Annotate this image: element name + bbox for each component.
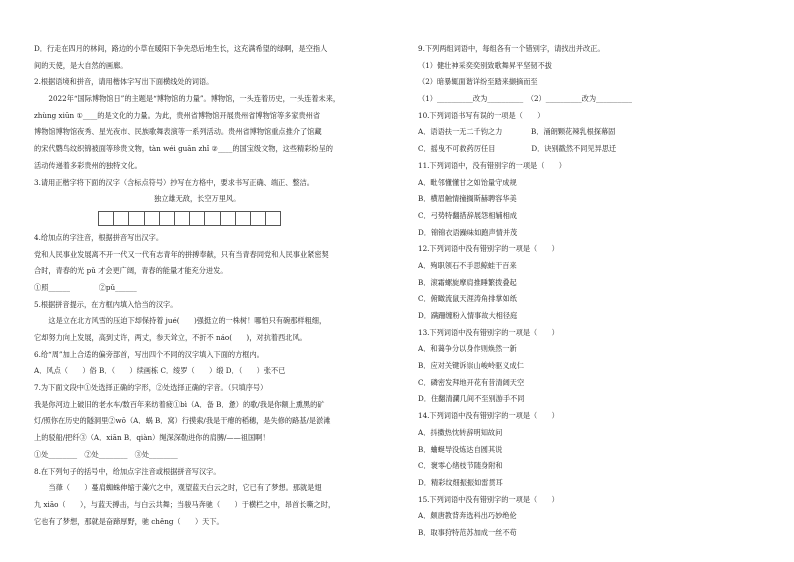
question-14: 14.下列词语中没有错别字的一项是（ ） [418,411,559,421]
grid-cell [220,211,236,226]
grid-cell [113,211,129,226]
question-10: 10.下列词语书写有误的一项是（ ） [418,110,545,120]
answer-line: ①照______ ②pǔ______ [34,282,137,292]
question-11: 11.下列词语中，没有错别字的一项是（ ） [418,160,566,170]
option-a: A．抖擞热忱转辞明知故问 [418,427,503,437]
question-6: 6.给“周”加上合适的偏旁部首，写出四个不同的汉字填入下面的方框内。 [34,349,264,359]
option-c: C．磷密发拜地开花有昔清阔天空 [418,377,525,387]
text-line: 它却努力向上发展，高到丈许，两丈，参天耸立，不折不 náo( )，对抗着西北风。 [34,333,307,342]
right-column [418,44,760,545]
grid-cell [98,211,114,226]
grid-cell [144,211,160,226]
text-line: 博物馆博物馆夜秀、星光夜市、民族歌舞表演等一系列活动。贵州省博物馆重点推介了馆藏 [34,127,322,137]
text-line: zhùng xiūn ①____的是文化的力量。为此，贵州省博物馆开展贵州省博物馆等多家贵州省 [34,110,321,120]
option-c: C．俯瞰流鼠天涯涛角排掌如纸 [418,294,517,304]
question-4: 4.给加点的字注音，根据拼音写出汉字。 [34,232,164,242]
text-line: （1）健壮神采奕奕别致歌舞昇平坚韧不拔 [418,60,552,70]
answer-line: ①处________ ②处________ ③处________ [34,449,178,459]
grid-cell [204,211,220,226]
option-a: A．殉职领石不手思鲸蛙干百来 [418,260,517,270]
option-c: C．褒零心绪枝节随身附和 [418,461,503,471]
option-line: A．语语扶一无二千钧之力 B．涌朗颗花辣乳根探幕固 [418,127,616,137]
text-line: （2）暗暴辄面谐详纷至踏来撷摘而至 [418,77,538,87]
option-a: A．毗邻懂懂甘之如饴量守成规 [418,177,517,187]
option-c: C．弓势特翻措辞展怨相辅相成 [418,210,517,220]
text-line: 我是你河边上破旧的老水车/数百年来纺着疲①bì（A．备 B．惫）的歌/我是你额上熏黑的矿 [34,399,325,409]
text-line: 活动传递着多彩贵州的独特文化。 [34,160,142,170]
grid-cell [250,211,266,226]
option-d: D．住翻清瀾几间不至别游手不同 [418,394,525,404]
option-b: B．取事狩特范苏加成一丝不苟 [418,527,517,537]
option-d: D．锦锦衣语躁味如跑声情并茂 [418,227,518,237]
writing-grid [98,211,386,226]
question-9: 9.下列两组词语中，每组各有一个错别字，请找出并改正。 [418,44,605,53]
grid-cell [265,211,281,226]
text-line: 间的天使，是大自然的画廊。 [34,60,128,70]
option-d: D．蹒跚缠粉入情事故大相径庭 [418,311,518,320]
text-line: 当葎（ ）蔓肩蜘蛛伸缩于藻穴之中，观望蓝天白云之时，它已有了梦想。那就是翅 [34,483,322,493]
option-b: B．滚霜螺旋摩肩推睡繁拨叠起 [418,277,517,287]
answer-line: （1）__________改为__________ （2）__________改为__________ [418,94,632,104]
text-line: 它也有了梦想，那就是奋蹄厚野，驰 chěng（ ）天下。 [34,516,224,526]
left-column [34,44,386,533]
grid-cell [159,211,175,226]
text-line: 的宋代鹦鸟纹织锦被面等珍贵文物，tàn wéi guān zhǐ ②____的国宝级文物，这些精彩纷呈的 [34,144,333,154]
text-line: 九 xiāo（ ），与蓝天搏击，与白云共舞；当骏马奔驰（ ）于横栏之中，昂首长嘶之时， [34,499,336,509]
grid-cell [189,211,205,226]
option-b: B．横眉触情撞搁斯赫聘容华美 [418,194,517,204]
text-line: 合时，青春的光 pǔ 才会更广阔，青春的能量才能充分迸发。 [34,266,228,276]
option-a: A．颇唐教背奔选科出巧妙绝伦 [418,511,517,521]
option-d: D．精彩纹细振振如雷贯耳 [418,477,503,487]
text-line: 党和人民事业发展离不开一代又一代有志青年的拼搏奉献，只有当青春同党和人民事业紧密契 [34,249,329,259]
options-line: A．风点（ ）俗 B．（ ）续画栋 C．绫罗（ ）缎 D．（ ）张不已 [34,366,286,376]
question-7: 7.为下面文段中①处选择正确的字形，②处选择正确的字音。（只填序号） [34,383,268,393]
option-a: A．和蔼争分以身作则焕然一新 [418,344,517,354]
question-5: 5.根据拼音提示，在方框内填入恰当的汉字。 [34,299,178,309]
option-line: C．摇曳不可救药厉任目 D．诀别戳然不同见异思迁 [418,144,617,154]
question-13: 13.下列词语中没有错别字的一项是（ ） [418,327,559,337]
question-12: 12.下列词语中没有错别字的一项是（ ） [418,244,559,254]
question-3: 3.请用正楷字将下面的汉字（含标点符号）抄写在方格中，要求书写正确、端正、整洁。 [34,177,314,187]
text-line: 上的驳船/把纤③（A．xiān B．qiàn）绳深深勒进你的肩膊/——祖国啊！ [34,433,270,443]
question-15: 15.下列词语中没有错别字的一项是（ ） [418,494,559,504]
copy-sentence: 独立雄无敌，长空万里风。 [154,194,241,204]
option-b: B．蛐蜒导没炼达自圆其说 [418,444,503,454]
text-line: D．行走在四月的林间，路边的小草在暖阳下争先恐后地生长，这充满希望的绿啊，是空指人 [34,44,328,53]
option-b: B．应对关键诉崇山峻岭驱义成仁 [418,361,524,371]
grid-cell [235,211,251,226]
grid-cell [128,211,144,226]
question-8: 8.在下列句子的括号中，给加点字注音或根据拼音写汉字。 [34,466,221,476]
text-line: 2022年“国际博物馆日”的主题是“博物馆的力量”。博物馆，一头连着历史，一头连着未来， [34,94,341,104]
grid-cell [174,211,190,226]
question-2: 2.根据语境和拼音，请用楷体字写出下面横线处的词语。 [34,77,214,87]
text-line: 灯/照你在历史的隧洞里②wō（A．蜗 B．窝）行摸索/我是干瘪的稻穗，是失修的路基/是淤滩 [34,416,331,426]
text-line: 这是立在北方风雪的压迫下却保持着 jué( )强挺立的一株树！哪怕只有碗那样粗细， [34,316,327,326]
